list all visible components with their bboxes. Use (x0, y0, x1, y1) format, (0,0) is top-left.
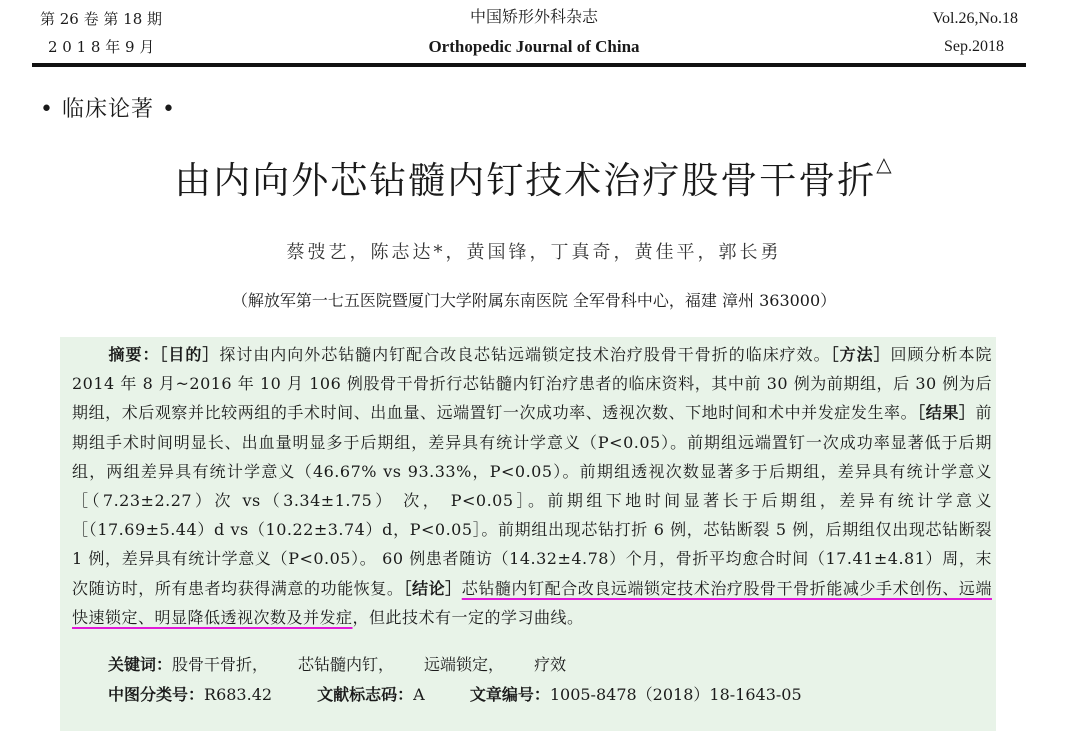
title-footnote-mark: △ (876, 152, 894, 176)
clc-value: R683.42 (204, 685, 273, 704)
doc-label: 文献标志码： (317, 685, 414, 704)
author-list: 蔡弢艺，陈志达*，黄国锋，丁真奇，黄佳平，郭长勇 (286, 242, 782, 263)
abstract-aim: 探讨由内向外芯钻髓内钉配合改良芯钻远端锁定技术治疗股骨干骨折的临床疗效。 (219, 345, 831, 364)
tag-method: ［方法］ (830, 345, 891, 364)
tag-aim: ［目的］ (159, 345, 220, 364)
clc-label: 中图分类号： (108, 685, 205, 704)
article-label: 文章编号： (469, 685, 550, 704)
conclusion-rest: ，但此技术有一定的学习曲线。 (352, 607, 584, 627)
keyword-term: 疗效 (534, 655, 567, 674)
header-rule (32, 63, 1026, 67)
header-journal-en: Orthopedic Journal of China (428, 37, 640, 56)
doc-value: A (413, 685, 425, 704)
affiliation: （解放军第一七五医院暨厦门大学附属东南医院 全军骨科中心，福建 漳州 363000） (231, 291, 837, 310)
header-journal-cn: 中国矫形外科杂志 (469, 7, 598, 26)
keyword-term: 远端锁定， (424, 655, 505, 674)
paper-title (0, 150, 1068, 204)
section-label: • 临床论著 • (40, 97, 176, 122)
keyword-term: 股骨干骨折， (172, 655, 269, 674)
article-value: 1005-8478（2018）18-1643-05 (549, 685, 802, 704)
article-number (470, 682, 802, 705)
header-date-en: Sep.2018 (944, 38, 1004, 55)
abstract-result: 前期组手术时间明显长、出血量明显多于后期组，差异具有统计学意义（P<0.05）。前期组远端置钉一次成功率显著低于后期组，两组差异具有统计学意义（46.67% vs 93.33%，P<0.05）。前期组透视次数显著多于后期组，差异具有统计学意义［（7.23±2.27）次 vs（3.34±1.75） 次， P<0.05］。前期组下地时间显著长于后期组，差异有统计学意义［（17.69±5.44）d vs（10.22±3.74）d，P<0.05］。前期组出现芯钻打折 6 例，芯钻断裂 5 例，后期组仅出现芯钻断裂 1 例，差异具有统计学意义（P<0.05）。 60 例患者随访（14.32±4.78）个月，骨折平均愈合时间（17.41±4.81）周，末次随访时，所有患者均获得满意的功能恢复。 (72, 403, 992, 598)
document-code (317, 682, 425, 705)
title-text: 由内向外芯钻髓内钉技术治疗股骨干骨折 (174, 159, 877, 202)
keywords-line (108, 652, 596, 675)
clc-number (108, 682, 272, 705)
header-date-cn: 2 0 1 8 年 9 月 (48, 38, 155, 56)
keywords-label: 关键词： (108, 655, 173, 674)
abstract-label: 摘要： (108, 345, 160, 364)
header-volume-en: Vol.26,No.18 (932, 10, 1018, 27)
abstract-body (72, 340, 992, 632)
header-volume-cn: 第 26 卷 第 18 期 (40, 10, 163, 28)
conclusion-highlighted: 芯钻髓内钉配合改良远端锁定技术治疗股骨干骨折能减少手术创伤、远端快速锁定、明显降低透视次数及并发症 (72, 578, 992, 627)
tag-conclusion: ［结论］ (403, 578, 462, 598)
tag-result: ［结果］ (917, 403, 976, 423)
abstract-method: 回顾分析本院 2014 年 8 月~2016 年 10 月 106 例股骨干骨折行芯钻髓内钉治疗患者的临床资料，其中前 30 例为前期组，后 30 例为后期组，术后观察并比较两组的手术时间、出血量、远端置钉一次成功率、透视次数、下地时间和术中并发症发生率。 (72, 345, 992, 423)
keyword-term: 芯钻髓内钉， (298, 655, 395, 674)
classification-line (108, 682, 842, 705)
